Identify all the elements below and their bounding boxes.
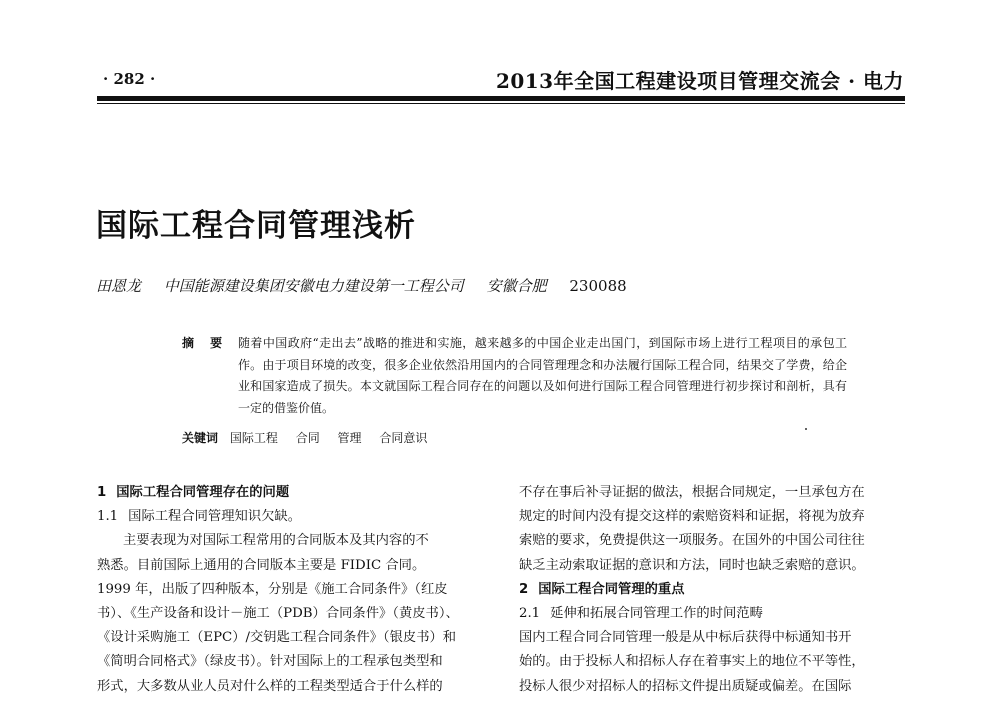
abstract-text: 随着中国政府“走出去”战略的推进和实施，越来越多的中国企业走出国门，到国际市场上进行工程项目的承包工作。由于项目环境的改变，很多企业依然沿用国内的合同管理理念和办法履行国际工程合同，结果交了学费，给企业和国家造成了损失。本文就国际工程合同存在的问题以及如何进行国际工程合同管理进行初步探讨和剖析，具有一定的借鉴价值。: [238, 336, 847, 415]
keywords-label: 关键词: [182, 431, 219, 445]
subsection-title: 国际工程合同管理知识欠缺。: [128, 509, 302, 525]
city: 安徽合肥: [486, 277, 547, 295]
abstract-label: 摘 要: [182, 336, 229, 350]
abstract: [182, 333, 847, 419]
paragraph-line: 索赔的要求，免费提供这一项服务。在国外的中国公司往往: [519, 533, 865, 549]
section-heading-1: [97, 481, 492, 505]
section-title: 国际工程合同管理存在的问题: [116, 485, 290, 500]
keyword: 合同意识: [379, 431, 428, 445]
subsection-heading-1-1: [97, 505, 492, 529]
subsection-number: 1.1: [97, 509, 119, 525]
affiliation: 中国能源建设集团安徽电力建设第一工程公司: [163, 277, 464, 295]
paragraph-line: 主要表现为对国际工程常用的合同版本及其内容的不: [123, 533, 429, 549]
subsection-heading-2-1: [519, 602, 914, 626]
section-title: 国际工程合同管理的重点: [538, 581, 685, 597]
section-number: 1: [97, 485, 107, 500]
paragraph-line: 国内工程合同合同管理一般是从中标后获得中标通知书开: [519, 630, 852, 646]
paragraph-line: 投标人很少对招标人的招标文件提出质疑或偏差。在国际: [519, 678, 852, 694]
paragraph-line: 1999 年，出版了四种版本，分别是《施工合同条件》（红皮: [97, 581, 448, 597]
body-column-left: [97, 481, 492, 699]
paragraph-line: 熟悉。目前国际上通用的合同版本主要是 FIDIC 合同。: [97, 557, 426, 573]
keyword: 合同: [295, 431, 320, 445]
byline: [96, 275, 645, 296]
body-column-right: [519, 481, 914, 699]
header-rule-thin: [97, 103, 905, 104]
paragraph-line: 《设计采购施工（EPC）/交钥匙工程合同条件》（银皮书）和: [97, 630, 457, 646]
paragraph-line: 缺乏主动索取证据的意识和方法，同时也缺乏索赔的意识。: [519, 557, 865, 573]
subsection-title: 延伸和拓展合同管理工作的时间范畴: [550, 606, 763, 622]
running-head: 2013年全国工程建设项目管理交流会 · 电力: [495, 69, 904, 93]
author: 田恩龙: [96, 277, 142, 295]
paragraph-line: 不存在事后补寻证据的做法，根据合同规定，一旦承包方在: [519, 485, 865, 500]
keyword: 国际工程: [229, 431, 278, 445]
paragraph-line: 规定的时间内没有提交这样的索赔资料和证据，将视为放弃: [519, 509, 865, 525]
article-title: 国际工程合同管理浅析: [96, 208, 416, 244]
scan-speck: [805, 428, 807, 430]
subsection-number: 2.1: [519, 606, 541, 622]
section-number: 2: [519, 581, 529, 597]
postcode: 230088: [569, 277, 627, 295]
section-heading-2: [519, 578, 914, 602]
page-number: · 282 ·: [103, 70, 156, 88]
paragraph-line: 书）、《生产设备和设计－施工（PDB）合同条件》（黄皮书）、: [97, 606, 459, 622]
keyword: 管理: [337, 431, 362, 445]
paragraph-line: 始的。由于投标人和招标人存在着事实上的地位不平等性，: [519, 654, 865, 670]
paragraph-line: 《简明合同格式》（绿皮书）。针对国际上的工程承包类型和: [97, 654, 443, 670]
header-rule-thick: [97, 96, 905, 101]
keywords: [182, 429, 441, 446]
paragraph-line: 形式，大多数从业人员对什么样的工程类型适合于什么样的: [97, 678, 443, 694]
